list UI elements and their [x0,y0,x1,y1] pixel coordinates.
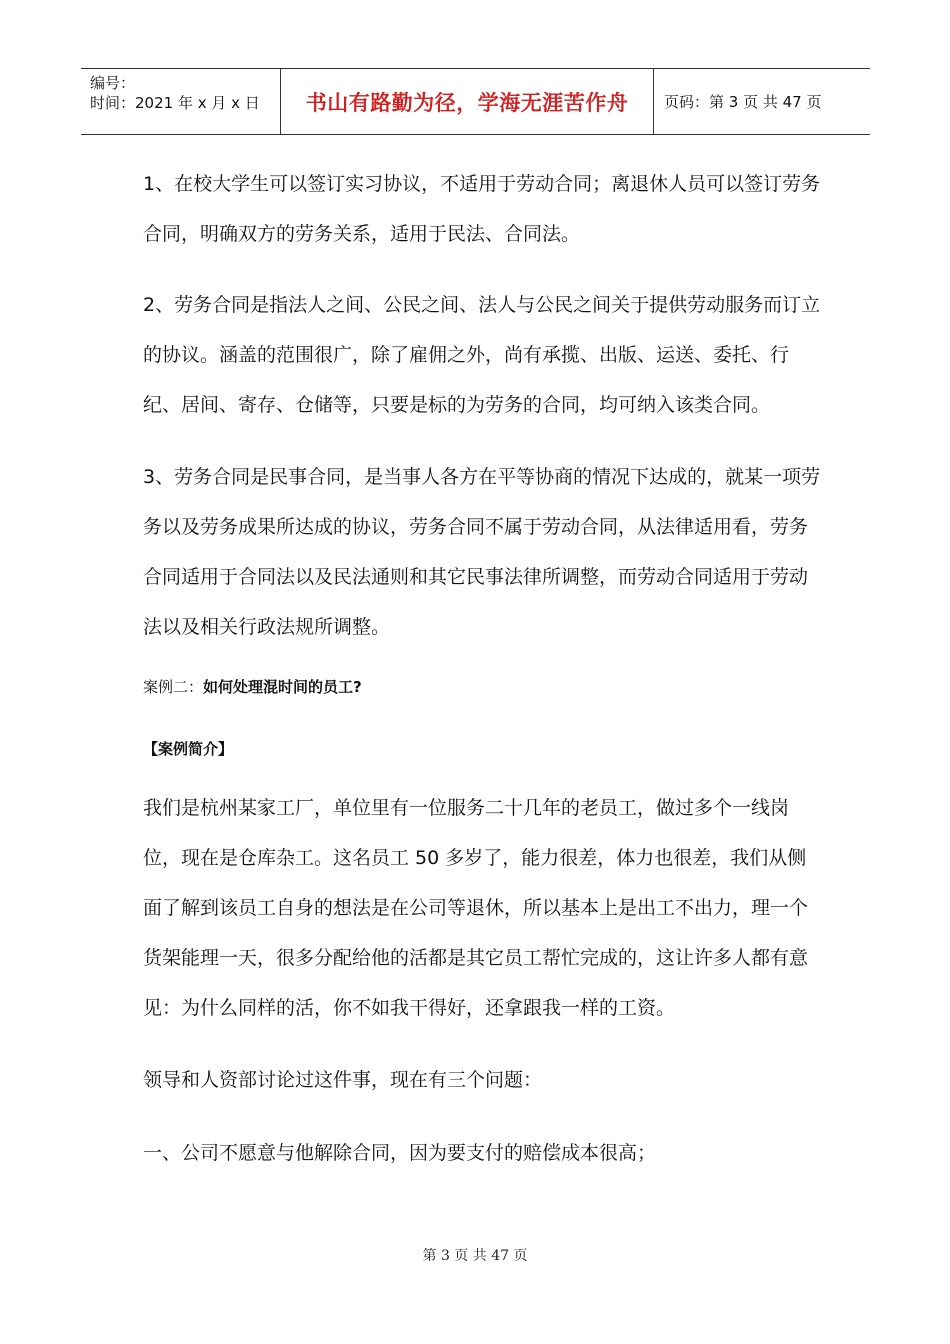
paragraph-6: 一、公司不愿意与他解除合同，因为要支付的赔偿成本很高； [143,1142,657,1164]
header-page-info: 页码：第 3 页 共 47 页 [664,93,822,111]
page-header [81,68,870,135]
page-footer: 第 3 页 共 47 页 [422,1248,528,1264]
document-date: 时间：2021 年 x 月 x 日 [90,94,260,112]
case-heading [143,676,362,698]
paragraph-4: 我们是杭州某家工厂，单位里有一位服务二十几年的老员工，做过多个一线岗位，现在是仓库杂工。这名员工 50 多岁了，能力很差，体力也很差，我们从侧面了解到该员工自身的想法是在公司等退休，所以基本上是出工不出力，理一个货架能理一天，很多分配给他的活都是其它员工帮忙完成的，这让许多人都有意见：为什么同样的活，你不如我干得好，还拿跟我一样的工资。 [143,797,809,1019]
paragraph-2: 2、劳务合同是指法人之间、公民之间、法人与公民之间关于提供劳动服务而订立的协议。涵盖的范围很广，除了雇佣之外，尚有承揽、出版、运送、委托、行纪、居间、寄存、仓储等，只要是标的为劳务的合同，均可纳入该类合同。 [143,294,821,416]
paragraph-3: 3、劳务合同是民事合同，是当事人各方在平等协商的情况下达成的，就某一项劳务以及劳务成果所达成的协议，劳务合同不属于劳动合同，从法律适用看，劳务合同适用于合同法以及民法通则和其它民事法律所调整，而劳动合同适用于劳动法以及相关行政法规所调整。 [143,466,821,638]
document-number-label: 编号： [90,74,136,92]
case-title: 如何处理混时间的员工? [203,678,362,696]
header-meta [81,69,281,134]
paragraph-1: 1、在校大学生可以签订实习协议，不适用于劳动合同；离退休人员可以签订劳务合同，明确双方的劳务关系，适用于民法、合同法。 [143,173,821,245]
case-prefix: 案例二： [143,678,204,696]
section-heading-text: 【案例简介】 [143,740,234,758]
paragraph-5: 领导和人资部讨论过这件事，现在有三个问题： [143,1069,543,1091]
header-motto: 书山有路勤为径，学海无涯苦作舟 [281,69,654,134]
section-heading [143,738,233,760]
